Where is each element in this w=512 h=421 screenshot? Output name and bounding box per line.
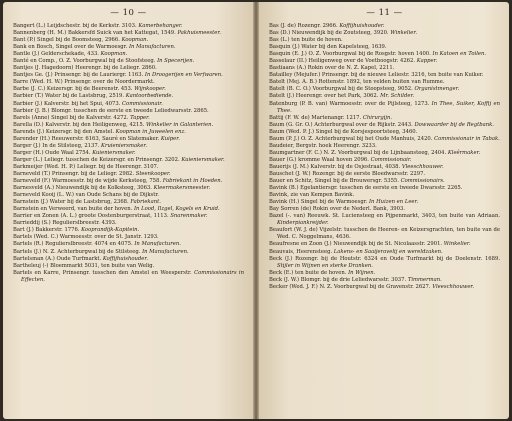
- entry-address: Bauschet (J. W.) Rozengr. bij de eerste Bloedwarsstr. 2297.: [269, 170, 426, 177]
- directory-entry: [269, 93, 500, 100]
- entry-address: Bavink (H.) Singel bij de Warmoesgr.: [269, 199, 368, 206]
- entry-address: Baum (G. Gr. O.) Achterburgwal over de Rijkstr. 2443.: [269, 121, 413, 128]
- entry-address: Bart (J.) Bakkerstr. 1776.: [13, 227, 80, 234]
- entry-address: Barneveld (T.) Prinsengr. bij de Leliegr. 2982.: [13, 170, 135, 177]
- entry-trade: Chirurgijn.: [362, 114, 393, 121]
- directory-entry: [13, 171, 244, 178]
- entry-trade: In Katoen en Toilen.: [432, 51, 487, 58]
- entry-address: Barre (Wed. H. W.) Prinsengr. over de Noordermarkt.: [13, 79, 155, 86]
- directory-entry: [13, 136, 244, 143]
- entry-address: Beaufort (W. J. de) Vijzelstr. tusschen de Heeren- en Keizersgrachten, ten buite van de Wed. C. Noggelmans, 4636.: [269, 227, 500, 241]
- entry-trade: Vleeschhouwer.: [401, 163, 444, 170]
- entry-address: Barels (Anne) Singel bij de Kalverstr. 4272.: [13, 114, 129, 121]
- entry-trade: Kleermakersmeester.: [153, 185, 211, 192]
- entry-trade: Koopman.: [100, 51, 128, 58]
- entry-trade: Commissionair in Tabak.: [434, 135, 500, 142]
- entry-trade: In Huizen en Leer.: [368, 199, 419, 206]
- entry-address: Bartheleuj (-) Bloemmarkt 5031, ten buite van Welig.: [13, 262, 155, 269]
- entry-trade: In Specerijen.: [157, 58, 195, 65]
- left-page: [3, 2, 253, 419]
- entry-address: Bangert (L.) Leijdschestr. bij de Kerkstr. 3103.: [13, 23, 137, 29]
- directory-entry: [13, 199, 244, 206]
- entry-trade: In Droogerijen en Verfwaren.: [144, 72, 223, 79]
- entry-address: Bannenberg (H. M.) Bakkersfd Suick van het Kattegat, 1549.: [13, 30, 176, 37]
- entry-trade: Vleeschhouwer.: [432, 283, 475, 290]
- directory-entry: [269, 157, 500, 164]
- entry-address: Barbier (T.) Water bij de Lastsbrug, 2519.: [13, 93, 125, 100]
- entry-address: Barender (H.) Reeuwerstr. 6163, Sauré en Slatemaker.: [13, 135, 160, 142]
- directory-entry: [269, 213, 500, 227]
- entry-trade: In Lood, Ilzgel, Kogels en Kruid.: [133, 206, 220, 213]
- directory-entry: [269, 241, 500, 248]
- directory-entry: [269, 270, 500, 277]
- entry-address: Banté en Comp., O. Z. Voorburgwal bij de Stoofsteeg.: [13, 58, 156, 65]
- entry-address: Becker (Wed. J. F.) N. Z. Voorburgwal bij de Gravenstr. 2627.: [269, 283, 431, 290]
- entry-trade: Commissionairs in Effecten.: [21, 269, 244, 283]
- entry-trade: Organistmenger.: [414, 86, 460, 93]
- entry-address: Batailley (Mejufer.) Prinsengr. bij de nieuwe Leliestr. 3216, ten buite van Kuiker.: [269, 72, 484, 79]
- entry-address: Bas (D.) Nieuwendijk bij de Zoutsteeg, 3920.: [269, 30, 389, 37]
- directory-entry: [13, 249, 244, 256]
- entry-trade: Kuieniersmaker.: [92, 149, 136, 156]
- entry-address: Bauerijs (J. M.) Kalverstr. bij de Osjestraat, 4038.: [269, 163, 401, 170]
- entry-address: Bantjes (J. Hagedoorn) Heerengr. bij de Leliegr. 2860.: [13, 65, 157, 72]
- entry-trade: Snarenmaker.: [170, 213, 208, 220]
- entry-trade: Commissionair.: [122, 100, 163, 107]
- entry-trade: Commissionairs.: [400, 178, 445, 185]
- entry-trade: Timmerman.: [407, 276, 442, 283]
- entry-trade: Kleêrmaker.: [447, 149, 481, 156]
- directory-entry: [269, 122, 500, 129]
- directory-entry: [13, 23, 244, 30]
- entry-address: Bank en Bosch, Singel over de Warmoesgr.: [13, 44, 128, 51]
- entry-trade: Dowwaarder bij de Regtbank.: [414, 121, 494, 128]
- directory-entry: [269, 136, 500, 143]
- entry-address: Barger (J.) In de Stilsteeg, 2137.: [13, 142, 100, 149]
- entry-address: Barkmeijer (Wed. H. P.) Leliegr. bij de Heerengr. 3107.: [13, 163, 159, 170]
- entry-address: Bavink, zie van Kempen Bavink.: [269, 192, 355, 199]
- entry-address: Bay Sorren (de) Rokin over de Nederl. Bank, 3903.: [269, 206, 405, 213]
- right-page: [259, 2, 509, 419]
- entry-address: Bant (P.) Singel bij de Boomsteeg, 2966.: [13, 37, 120, 44]
- directory-entry: [269, 249, 500, 256]
- entry-address: Batelt (J.) Heerengr. over het Park, 3062.: [269, 93, 379, 100]
- entry-address: Baum (P. J.) O. Z. Achterburgwal bij het Oude Manhuis, 2420.: [269, 135, 433, 142]
- directory-entry: [269, 277, 500, 284]
- entry-trade: Kooprandijk-Kapitein.: [81, 227, 140, 234]
- directory-entry: [269, 164, 500, 171]
- directory-entry: [13, 241, 244, 248]
- entry-address: Barneveld Kooij (L. W.) van Oude Schans bij de Dijkstr.: [13, 192, 159, 199]
- entry-address: Barrieddij (S.) Regulierslbreestr. 4393.: [13, 220, 117, 227]
- entry-address: Barrier en Zonen (A. L.) groote Oostenburgerstraat, 1113.: [13, 213, 169, 220]
- directory-entry: [13, 157, 244, 164]
- directory-entries-left: [13, 23, 244, 284]
- directory-entry: [13, 101, 244, 108]
- entry-address: Bastiaans (A.) Rokin over de N. Z. Kapel, 2211.: [269, 65, 395, 72]
- entry-trade: Steenkooper.: [135, 170, 171, 177]
- directory-entry: [13, 122, 244, 129]
- directory-entry: [269, 171, 500, 178]
- entry-address: Bas (L.) ten buite de hoven.: [269, 37, 343, 44]
- entry-address: Barnstein (J.) Water bij de Lastsbrug, 2368.: [13, 199, 129, 206]
- entry-trade: Koffijhuishouder.: [339, 23, 385, 29]
- entry-address: Bazel (-. van) Reeuwk. St. Luciensteeg en Pijpenmarkt, 3403, ten buite van Adriaan.: [269, 213, 500, 220]
- entry-address: Baum (Wed. P. J.) Singel bij de Korsjespoortsteeg, 3460.: [269, 128, 418, 135]
- entry-address: Bartels (J.) N. Z. Achterburgwal bij de Stilsteeg.: [13, 248, 141, 255]
- entry-trade: Koopman.: [121, 37, 149, 44]
- entry-address: Barella (D.) Kalverstr. bij den Heiligenweg, 4215.: [13, 121, 145, 128]
- entry-address: Beck (E.) ten buite de hoven.: [269, 269, 347, 276]
- entry-address: Baumgartner (F. C.) N. Z. Voorburgwal bij de Lijnbaansteeg, 2404.: [269, 149, 447, 156]
- entry-address: Basquin (E. J.) O. Z. Voorburgwal bij de Rosgstr. hoven 1400.: [269, 51, 431, 58]
- directory-entry: [269, 150, 500, 157]
- entry-trade: In Manufacturen.: [142, 248, 189, 255]
- entry-trade: Lakens- en Saaijeravelij en wereldzaken.: [333, 248, 443, 255]
- directory-entries-right: [269, 23, 500, 291]
- entry-address: Baudeier, Bergstr. hoek Heerengr. 3233.: [269, 142, 377, 149]
- entry-address: Beck (J. W.) Blomgr. bij de drie Leliedwarsstr. 3037.: [269, 276, 407, 283]
- entry-address: Barbier (J. B.) Blomgr. tusschen de eerste en tweede Leliedwarsstr. 2865.: [13, 107, 209, 114]
- directory-entry: [269, 129, 500, 136]
- entry-address: Bavink (B.) Egelantiersgr. tusschen de eerste en tweede Dwarsstr. 2265.: [269, 185, 463, 192]
- directory-entry: [13, 256, 244, 263]
- directory-entry: [13, 164, 244, 171]
- entry-address: Beaufresne en Zoon (J.) Nieuwendijk bij de St. Nicolaasstr. 2901.: [269, 241, 443, 248]
- entry-trade: Kamerbehanger.: [138, 23, 183, 29]
- entry-trade: Fabriekant in Hoeden.: [162, 178, 223, 185]
- entry-address: Basquin (J.) Water bij den Kapelsteeg, 1639.: [269, 44, 387, 51]
- entry-address: Barbier (J.) Kalverstr. bij het Spui, 4073.: [13, 100, 121, 107]
- entry-trade: Mr. Schilder.: [380, 93, 415, 100]
- directory-entry: [269, 101, 500, 115]
- entry-trade: Winkelier in Galanterien.: [146, 121, 214, 128]
- entry-address: Bartelsman (A.) Oude Turfmarkt.: [13, 255, 102, 262]
- entry-trade: Commissionair.: [370, 156, 412, 163]
- directory-entry: [269, 143, 500, 150]
- entry-address: Bartels (R.) Regulierslbreestr. 4074 en 4075.: [13, 241, 133, 248]
- entry-address: Barbe (J. C.) Keizersgr. bij de Beerenstr. 453.: [13, 86, 133, 93]
- directory-entry: [13, 129, 244, 136]
- directory-entry: [269, 256, 500, 270]
- entry-trade: Kuieniersmaker.: [181, 156, 225, 163]
- entry-trade: Koffijhuishouder.: [102, 255, 148, 262]
- directory-entry: [13, 263, 244, 270]
- directory-entry: [269, 23, 500, 30]
- entry-trade: Stijler in Wijnen en sterke Dranken.: [277, 262, 373, 269]
- entry-address: Beauvais, Heerensteeg.: [269, 248, 333, 255]
- directory-entry: [13, 108, 244, 115]
- entry-trade: Kuiper.: [160, 135, 180, 142]
- entry-trade: Tapper.: [130, 114, 150, 121]
- entry-address: Battij (F. W. de) Martenangr. 1217.: [269, 114, 362, 121]
- entry-trade: Pakhuismeester.: [177, 30, 221, 37]
- entry-address: Barger (H.) Oude Waal 2754.: [13, 149, 91, 156]
- entry-address: Batelt (B. C. O.) Voorburgwal bij de Stoopsteeg, 9052.: [269, 86, 413, 93]
- entry-address: Barnesveld (A.) Nieuwendijk bij de Kolksteeg, 3063.: [13, 185, 152, 192]
- entry-address: Bantle (J.) Gelderschekade, 433.: [13, 51, 99, 58]
- entry-address: Basselaur (II.) Heiligenweg over de Voetboogstr. 4262.: [269, 58, 416, 65]
- entry-trade: Kinderpiankreijder.: [277, 220, 329, 227]
- entry-trade: In Wijnen.: [348, 269, 376, 276]
- directory-entry: [269, 185, 500, 192]
- entry-address: Barnstein en Verweerd, van buite der hoven.: [13, 206, 133, 213]
- entry-trade: Kapper.: [416, 58, 438, 65]
- directory-entry: [13, 115, 244, 122]
- directory-entry: [269, 227, 500, 241]
- entry-trade: Fabriekant.: [130, 199, 161, 206]
- entry-address: Batelt (Mej. A. B.) Rottenstr. 1892, ten velden buiten van Rumme.: [269, 79, 445, 86]
- directory-entry: [13, 150, 244, 157]
- entry-trade: Kruieniersmaker.: [101, 142, 147, 149]
- entry-trade: In Thee, Suiker, Koffij en Thee.: [277, 100, 500, 114]
- page-number-right: — 11 —: [366, 8, 403, 18]
- entry-address: Barneveld (F.) Warmoesstr. bij de wijde Kerksteeg, 758.: [13, 178, 162, 185]
- directory-entry: [13, 143, 244, 150]
- directory-entry: [269, 115, 500, 122]
- entry-address: Batenburg (P. B. van) Warmoesstr. over de Pijlsteeg, 1273.: [269, 100, 430, 107]
- entry-trade: Wijnkooper.: [134, 86, 166, 93]
- entry-address: Beck (J.) Rozengr. bij de Houtstr. 6324 en Oude Turfmarkt bij de Doelenstr. 1689.: [269, 255, 500, 262]
- entry-trade: In Manufacturen.: [134, 241, 181, 248]
- directory-entry: [13, 93, 244, 100]
- entry-trade: Koopman in Juweelen enz.: [115, 128, 186, 135]
- entry-address: Bas (J. de) Rozengr. 2966.: [269, 23, 338, 29]
- directory-entry: [13, 270, 244, 284]
- entry-trade: In Manufacturen.: [128, 44, 176, 51]
- entry-address: Bauer en Schitz, Singel bij de Brouwersgr. 5355.: [269, 178, 399, 185]
- entry-trade: Winkelier.: [390, 30, 417, 37]
- page-number-left: — 10 —: [110, 8, 147, 18]
- entry-address: Barger (L.) Leliegr. tusschen de Keizersgr. en Prinsengr. 3202.: [13, 156, 180, 163]
- entry-trade: Winkelier.: [443, 241, 471, 248]
- entry-trade: Kantoorbediende.: [125, 93, 174, 100]
- directory-entry: [13, 37, 244, 44]
- entry-address: Bartels (Wed. C.) Warmoesstr. over de St. Janstr. 1293.: [13, 234, 159, 241]
- entry-address: Barends (J.) Keizersgr. bij den Amstel.: [13, 128, 114, 135]
- entry-address: Bartels en Karre, Prinsengr. tusschen den Amstel en Weesperstr.: [13, 269, 192, 276]
- entry-address: Bantjes Ge. (J.) Prinsengr. bij de Lauriergr. 1163.: [13, 72, 144, 79]
- directory-entry: [269, 284, 500, 291]
- entry-address: Bauer (G.) kromme Waal hoven 2096.: [269, 156, 369, 163]
